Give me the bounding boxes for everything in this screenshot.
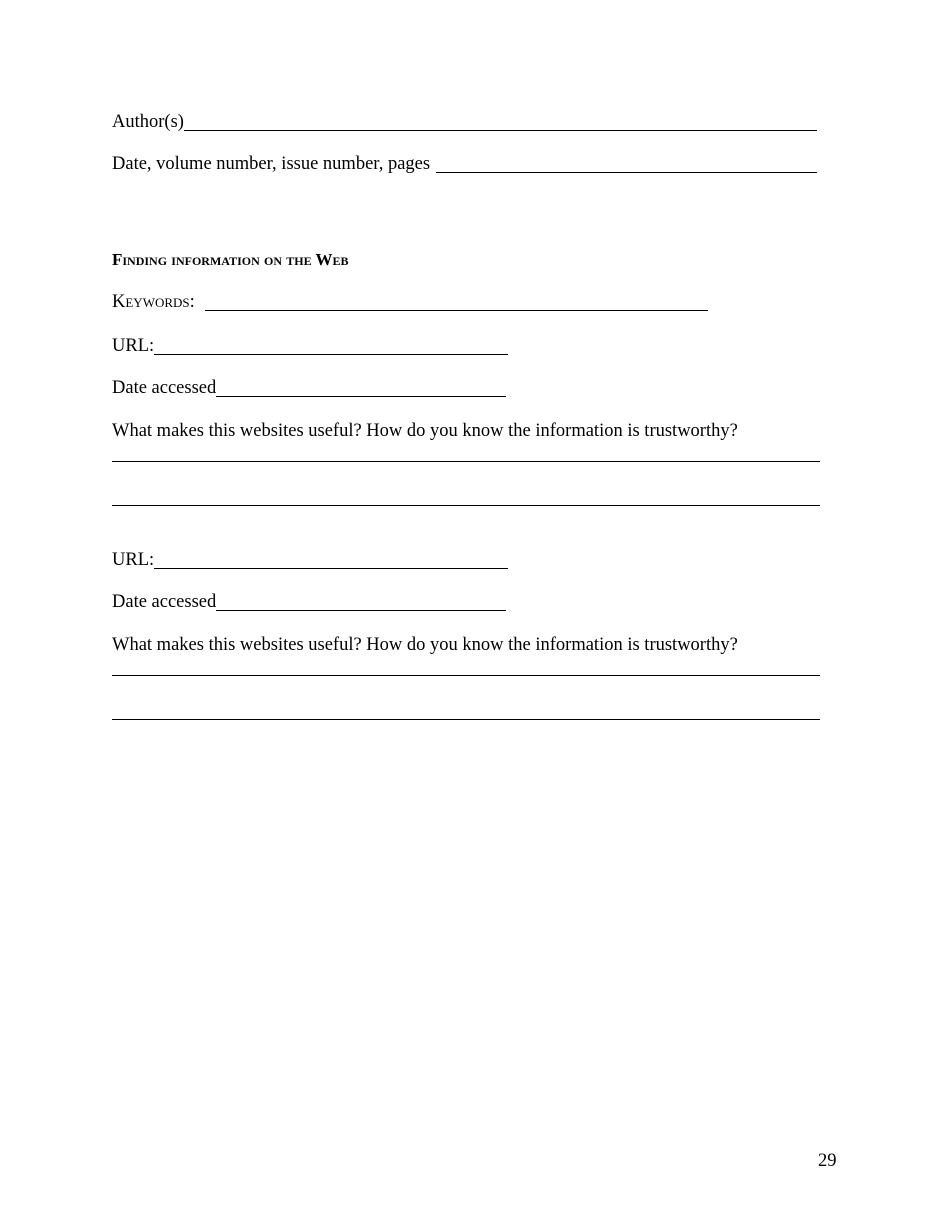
date-accessed-label-2: Date accessed	[112, 591, 217, 612]
authors-row	[112, 106, 817, 134]
section-heading: Finding information on the Web	[112, 250, 349, 269]
date-volume-input-line[interactable]	[436, 171, 817, 173]
answer-line-1b[interactable]	[112, 505, 820, 506]
question-text-2: What makes this websites useful? How do you know the information is trustworthy?	[112, 634, 738, 655]
url-input-line-2[interactable]	[154, 567, 508, 569]
url-row-1	[112, 330, 508, 358]
date-accessed-label-1: Date accessed	[112, 377, 217, 398]
answer-line-2a[interactable]	[112, 675, 820, 676]
date-accessed-row-1	[112, 372, 506, 400]
date-volume-row	[112, 148, 817, 176]
keywords-label: Keywords:	[112, 291, 195, 312]
keywords-input-line[interactable]	[205, 309, 708, 311]
date-accessed-input-line-2[interactable]	[216, 609, 506, 611]
date-volume-label: Date, volume number, issue number, pages	[112, 153, 431, 174]
url-input-line-1[interactable]	[154, 353, 508, 355]
url-row-2	[112, 544, 508, 572]
question-row-1	[112, 415, 738, 443]
question-row-2	[112, 629, 738, 657]
authors-input-line[interactable]	[184, 129, 817, 131]
answer-line-2b[interactable]	[112, 719, 820, 720]
question-text-1: What makes this websites useful? How do you know the information is trustworthy?	[112, 420, 738, 441]
authors-label: Author(s)	[112, 111, 184, 132]
url-label-1: URL:	[112, 335, 155, 356]
date-accessed-row-2	[112, 586, 506, 614]
date-accessed-input-line-1[interactable]	[216, 395, 506, 397]
answer-line-1a[interactable]	[112, 461, 820, 462]
page-number: 29	[818, 1151, 837, 1171]
url-label-2: URL:	[112, 549, 155, 570]
keywords-row	[112, 286, 708, 314]
